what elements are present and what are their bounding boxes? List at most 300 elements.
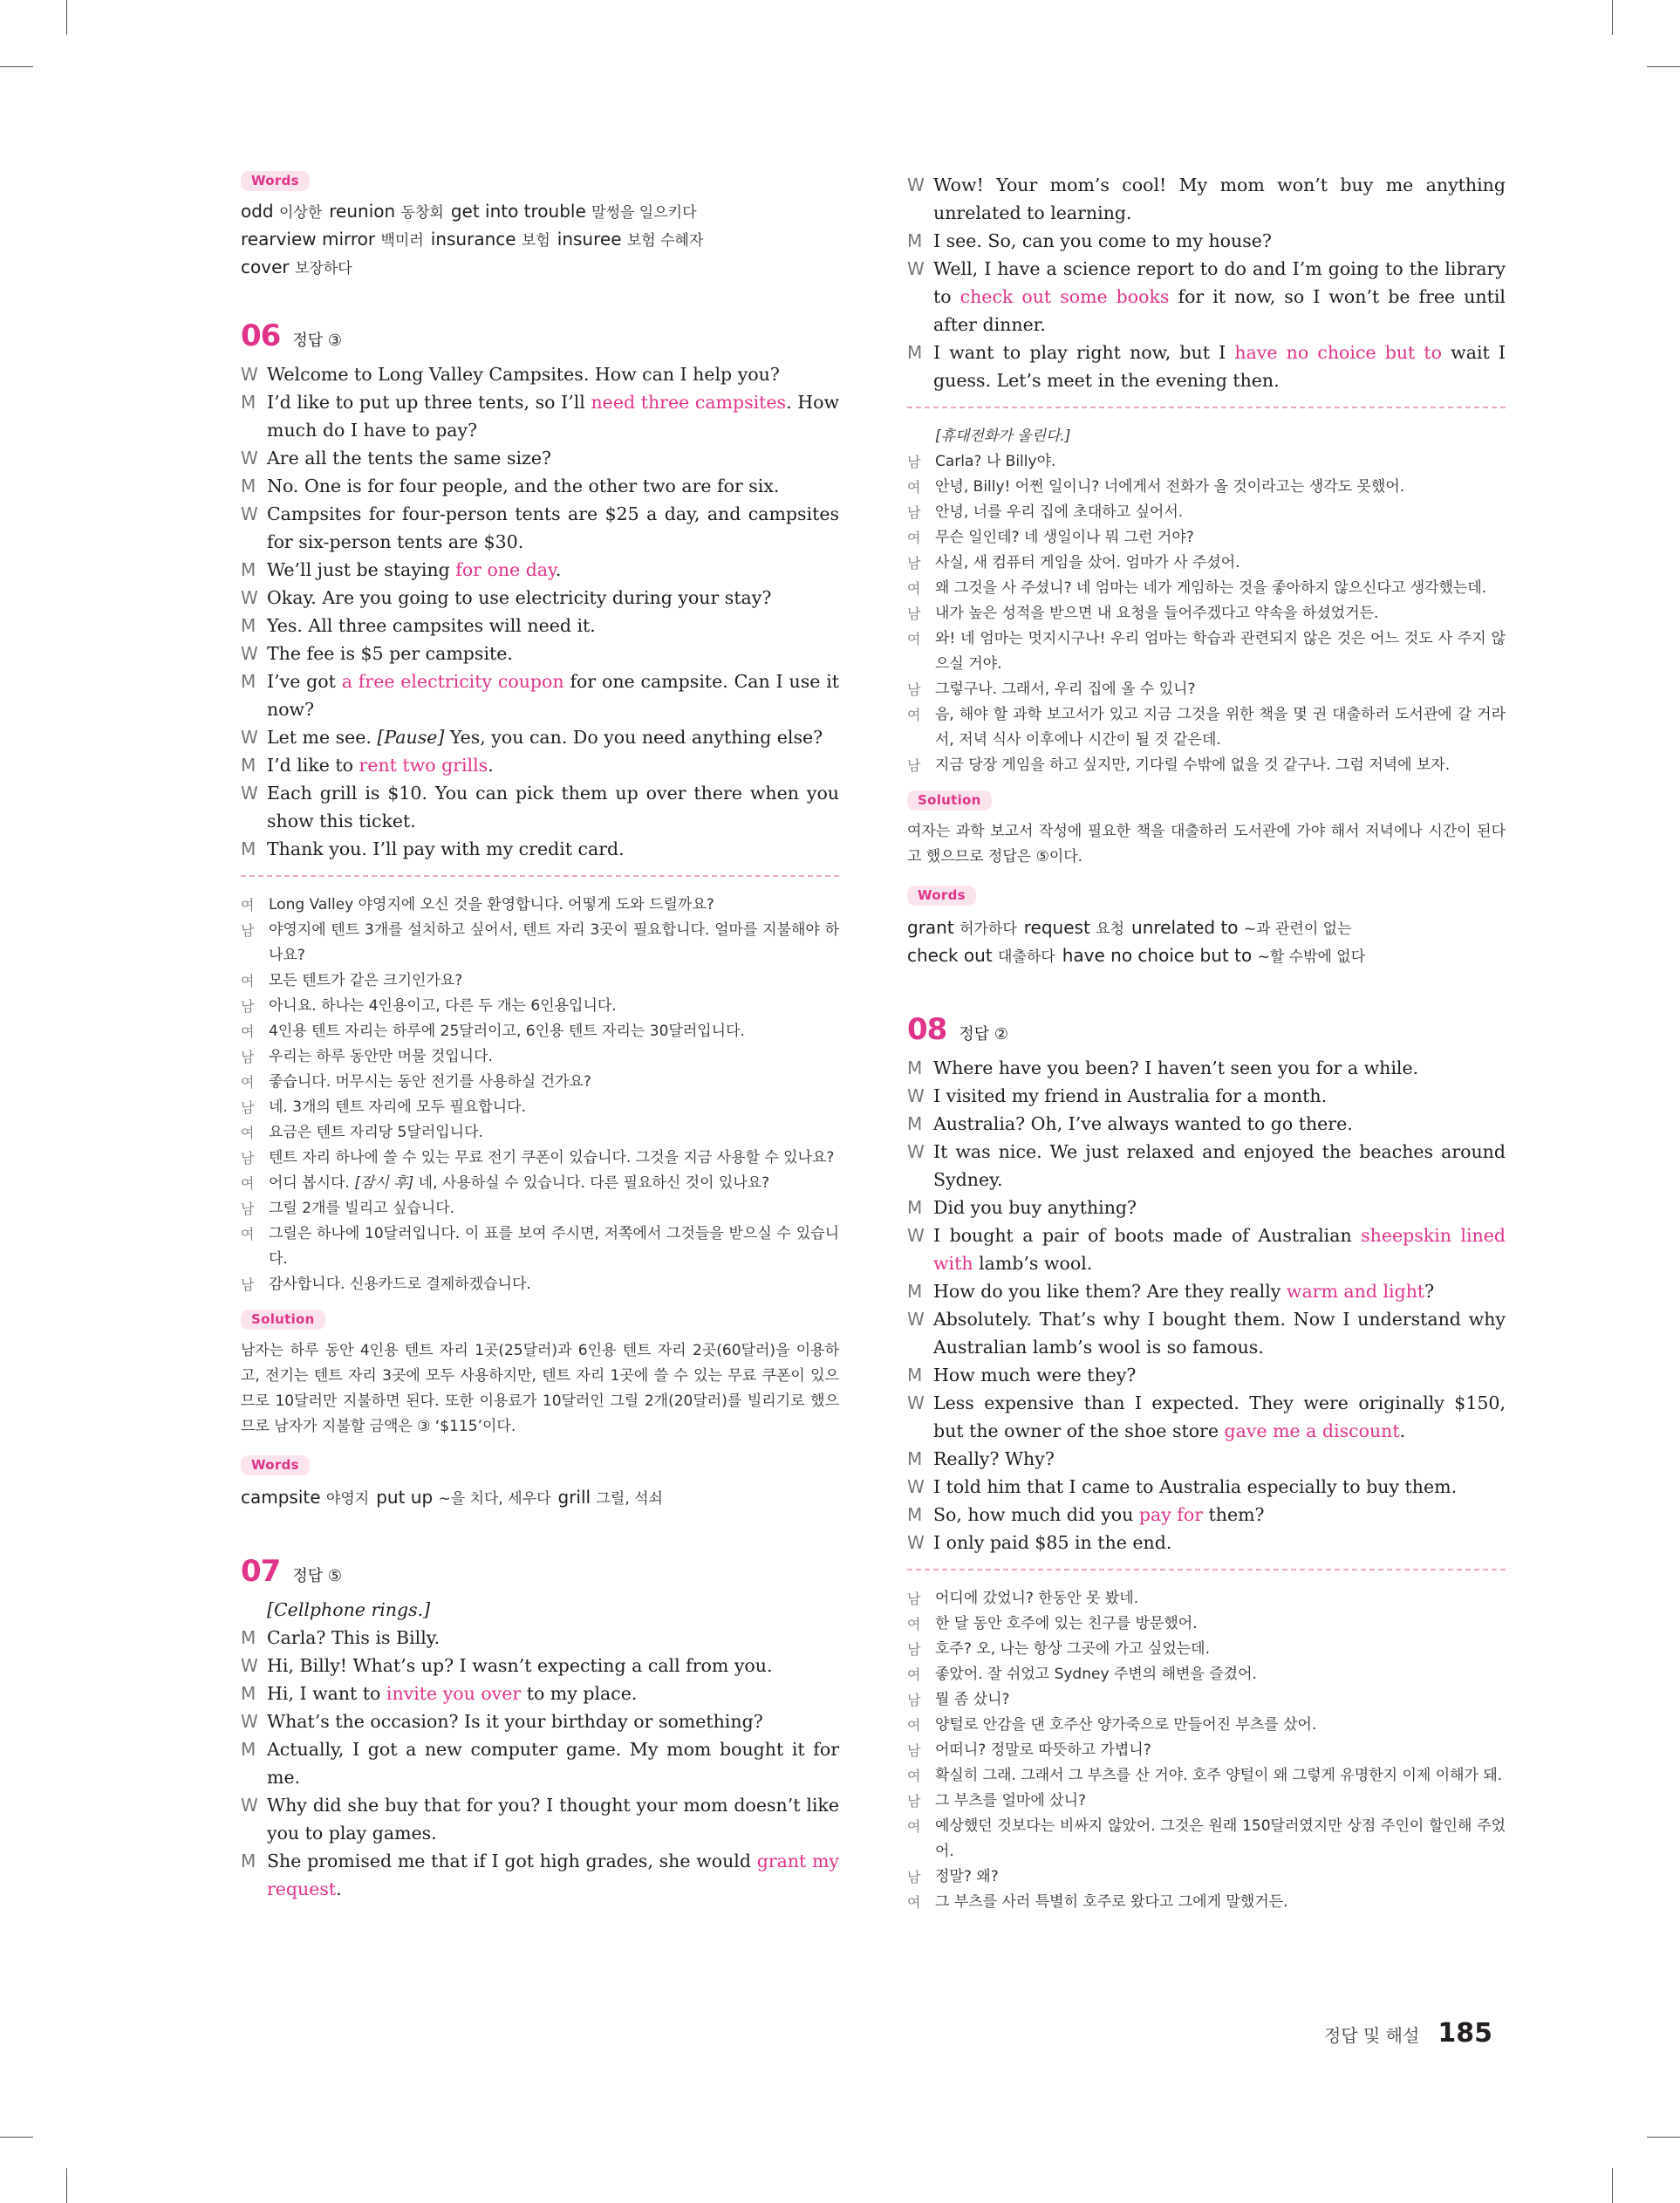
- crop-mark: [0, 66, 33, 67]
- line-text: [933, 255, 1506, 339]
- text-segment: Hi, Billy! What’s up? I wasn’t expecting a call from you.: [267, 1655, 773, 1676]
- text-segment: I visited my friend in Australia for a month.: [933, 1085, 1328, 1106]
- dialogue-line: [241, 1044, 839, 1070]
- speaker-label: 여: [241, 1074, 255, 1091]
- speaker-label: 여: [907, 1768, 921, 1784]
- dialogue-06: [241, 360, 839, 863]
- dialogue-line: [241, 1196, 839, 1221]
- vocab-term: campsite: [241, 1487, 326, 1508]
- speaker-label: 여: [907, 1717, 921, 1734]
- line-text: [267, 472, 839, 500]
- speaker-label: M: [907, 342, 923, 363]
- line-text: [935, 1738, 1506, 1763]
- vocab-meaning: 보험 수혜자: [626, 232, 704, 250]
- text-segment: 한 달 동안 호주에 있는 친구를 방문했어.: [935, 1615, 1198, 1632]
- page-footer: [1324, 2018, 1492, 2049]
- words-badge: Words: [907, 886, 976, 906]
- speaker-label: 남: [241, 922, 255, 939]
- text-segment: 무슨 일인데? 네 생일이나 뭐 그런 거야?: [935, 529, 1194, 546]
- speaker-label: [241, 1596, 267, 1624]
- line-text: [933, 1361, 1506, 1389]
- text-segment: I told him that I came to Australia especially to buy them.: [933, 1476, 1458, 1497]
- text-segment: I only paid $85 in the end.: [933, 1532, 1172, 1553]
- stage-direction: [Pause]: [377, 727, 445, 748]
- speaker-label: 남: [907, 1591, 921, 1607]
- solution-text-07: 여자는 과학 보고서 작성에 필요한 책을 대출하러 도서관에 가야 해서 저녁에나 시간이 된다고 했으므로 정답은 ⑤이다.: [907, 823, 1506, 865]
- dialogue-line: [241, 1680, 839, 1707]
- dashed-divider: [907, 1569, 1506, 1570]
- highlighted-phrase: a free electricity coupon: [341, 671, 564, 692]
- speaker-label: M: [907, 1504, 923, 1525]
- line-text: [935, 500, 1506, 525]
- line-text: [933, 1110, 1506, 1138]
- highlighted-phrase: invite you over: [386, 1683, 522, 1704]
- dialogue-line: [241, 612, 839, 640]
- line-text: [267, 1791, 839, 1847]
- text-segment: Did you buy anything?: [933, 1197, 1137, 1218]
- vocab-term: unrelated to: [1131, 917, 1244, 938]
- dialogue-line: [241, 723, 839, 751]
- question-header-06: [241, 318, 839, 353]
- text-segment: 와! 네 엄마는 멋지시구나! 우리 엄마는 학습과 관련되지 않은 것은 어느 것도 사 주지 않으실 거야.: [935, 630, 1506, 673]
- speaker-label: 여: [241, 1023, 255, 1040]
- text-segment: .: [555, 559, 562, 580]
- text-segment: Welcome to Long Valley Campsites. How can I help you?: [267, 364, 780, 385]
- dialogue-line: [241, 584, 839, 612]
- text-segment: Wow! Your mom’s cool! My mom won’t buy me anything unrelated to learning.: [933, 174, 1506, 223]
- vocab-list: [907, 914, 1506, 970]
- dialogue-line: [241, 779, 839, 835]
- line-text: [933, 1221, 1506, 1277]
- line-text: [267, 640, 839, 667]
- dialogue-line: [907, 1473, 1506, 1501]
- dialogue-line: [241, 1735, 839, 1791]
- highlighted-phrase: warm and light: [1286, 1281, 1425, 1302]
- line-text: [935, 677, 1506, 702]
- dialogue-line: [241, 1171, 839, 1196]
- line-text: [267, 835, 839, 863]
- line-text: [269, 1196, 839, 1221]
- speaker-label: W: [241, 1795, 258, 1816]
- text-segment: Why did she buy that for you? I thought your mom doesn’t like you to play games.: [267, 1795, 839, 1844]
- line-text: [935, 424, 1506, 449]
- line-text: [267, 667, 839, 723]
- line-text: [267, 751, 839, 779]
- text-segment: 그릴은 하나에 10달러입니다. 이 표를 보여 주시면, 저쪽에서 그것들을 받으실 수 있습니다.: [269, 1225, 839, 1268]
- line-text: [267, 723, 839, 751]
- speaker-label: 여: [907, 1894, 921, 1911]
- line-text: [935, 576, 1506, 601]
- dialogue-line: [907, 1586, 1506, 1611]
- text-segment: .: [1399, 1420, 1406, 1441]
- line-text: [935, 1611, 1506, 1637]
- words-badge: Words: [241, 171, 310, 191]
- dialogue-line: [907, 601, 1506, 626]
- speaker-label: W: [241, 1711, 258, 1732]
- text-segment: Each grill is $10. You can pick them up over there when you show this ticket.: [267, 783, 839, 831]
- line-text: [933, 1529, 1506, 1556]
- text-segment: 뭘 좀 샀니?: [935, 1691, 1010, 1708]
- line-text: [935, 1763, 1506, 1789]
- line-text: [933, 339, 1506, 394]
- highlighted-phrase: rent two grills: [359, 755, 488, 776]
- dialogue-line: [241, 1120, 839, 1146]
- speaker-label: 여: [907, 580, 921, 597]
- line-text: [267, 444, 839, 472]
- text-segment: 그 부츠를 사러 특별히 호주로 왔다고 그에게 말했거든.: [935, 1893, 1288, 1911]
- highlighted-phrase: need three campsites: [591, 392, 787, 413]
- text-segment: 아니요. 하나는 4인용이고, 다른 두 개는 6인용입니다.: [269, 997, 617, 1015]
- speaker-label: M: [241, 755, 256, 776]
- line-text: [933, 227, 1506, 255]
- text-segment: 모든 텐트가 같은 크기인가요?: [269, 972, 463, 989]
- line-text: [267, 1680, 839, 1707]
- dialogue-line: [241, 1019, 839, 1044]
- text-segment: 좋습니다. 머무시는 동안 전기를 사용하실 건가요?: [269, 1073, 591, 1091]
- line-text: [269, 1019, 839, 1044]
- dialogue-line: [241, 1272, 839, 1297]
- line-text: [269, 994, 839, 1019]
- crop-mark: [1647, 66, 1680, 67]
- line-text: [267, 612, 839, 640]
- dialogue-line: [907, 1789, 1506, 1814]
- line-text: [933, 1501, 1506, 1529]
- dialogue-line: [907, 1890, 1506, 1915]
- speaker-label: 남: [907, 681, 921, 698]
- dialogue-line: [907, 227, 1506, 255]
- dialogue-line: [907, 1864, 1506, 1890]
- speaker-label: 여: [907, 1616, 921, 1632]
- text-segment: .: [488, 755, 494, 776]
- dialogue-line: [907, 1611, 1506, 1637]
- speaker-label: 여: [907, 530, 921, 546]
- speaker-label: W: [241, 364, 258, 385]
- dashed-divider: [241, 875, 839, 877]
- vocab-term: odd: [241, 201, 279, 222]
- line-text: [935, 1864, 1506, 1890]
- text-segment: I want to play right now, but I: [933, 342, 1235, 363]
- translation-06: [241, 893, 839, 1297]
- vocab-term: get into trouble: [450, 201, 592, 222]
- vocab-term: request: [1023, 917, 1096, 938]
- line-text: [935, 601, 1506, 626]
- solution-text-06: 남자는 하루 동안 4인용 텐트 자리 1곳(25달러)과 6인용 텐트 자리 2곳(60달러)을 이용하고, 전기는 텐트 자리 3곳에 모두 사용하지만, 텐트 자리 1곳에 쓸 수 있는 무료 쿠폰이 있으므로 10달러만 지불하면 된다. 또한 이용료가 10달러인 그릴 2개(20달러)를 빌리기로 했으므로 남자가 지불할 금액은 ③ ‘$115’이다.: [241, 1342, 839, 1435]
- line-text: [267, 1707, 839, 1735]
- speaker-label: M: [241, 559, 256, 580]
- speaker-label: 남: [241, 1201, 255, 1217]
- text-segment: 예상했던 것보다는 비싸지 않았어. 그것은 원래 150달러였지만 상점 주인이 할인해 주었어.: [935, 1817, 1506, 1860]
- speaker-label: W: [241, 448, 258, 469]
- text-segment: .: [336, 1878, 342, 1899]
- translation-08: [907, 1586, 1506, 1915]
- answer-label: 정답 ②: [959, 1025, 1008, 1043]
- line-text: [269, 1272, 839, 1297]
- highlighted-phrase: gave me a discount: [1224, 1420, 1400, 1441]
- text-segment: I bought a pair of boots made of Australian: [933, 1225, 1362, 1246]
- text-segment: 어떠니? 정말로 따뜻하고 가볍니?: [935, 1741, 1151, 1759]
- text-segment: lamb’s wool.: [973, 1253, 1093, 1274]
- highlighted-phrase: sheepskin lined with: [933, 1225, 1506, 1274]
- dialogue-line: [241, 640, 839, 667]
- text-segment: So, how much did you: [933, 1504, 1139, 1525]
- vocab-meaning: 동창회: [400, 204, 444, 222]
- vocab-term: insurance: [430, 229, 522, 250]
- speaker-label: W: [907, 1532, 925, 1553]
- dialogue-line: [241, 994, 839, 1019]
- dialogue-line: [241, 835, 839, 863]
- vocab-meaning: ~을 치다, 세우다: [438, 1490, 551, 1508]
- vocab-meaning: 허가하다: [960, 920, 1017, 938]
- line-text: [935, 1814, 1506, 1864]
- speaker-label: M: [241, 1851, 256, 1871]
- line-text: [267, 1735, 839, 1791]
- answer-label: 정답 ⑤: [292, 1567, 342, 1585]
- dialogue-line: [907, 475, 1506, 500]
- speaker-label: W: [241, 783, 258, 804]
- text-segment: Campsites for four-person tents are $25 a day, and campsites for six-person tents are $30.: [267, 503, 839, 552]
- speaker-label: 남: [907, 454, 921, 470]
- dialogue-line: [907, 1445, 1506, 1473]
- speaker-label: W: [907, 1085, 925, 1106]
- stage-direction: [Cellphone rings.]: [267, 1599, 431, 1620]
- line-text: [935, 525, 1506, 551]
- line-text: [267, 779, 839, 835]
- dialogue-line: [907, 1662, 1506, 1687]
- line-text: [267, 556, 839, 584]
- dialogue-line: [907, 1713, 1506, 1738]
- line-text: [935, 1586, 1506, 1611]
- speaker-label: M: [241, 475, 256, 496]
- vocab-list: [241, 198, 839, 282]
- speaker-label: 남: [241, 998, 255, 1015]
- text-segment: for one campsite. Can I use it now?: [267, 671, 839, 720]
- dialogue-line: [241, 1624, 839, 1652]
- text-segment: ?: [1424, 1281, 1435, 1302]
- line-text: [933, 1389, 1506, 1445]
- text-segment: 왜 그것을 사 주셨니? 네 엄마는 네가 게임하는 것을 좋아하지 않으신다고 생각했는데.: [935, 579, 1487, 597]
- line-text: [269, 1070, 839, 1095]
- dialogue-line: [907, 1687, 1506, 1713]
- text-segment: 호주? 오, 나는 항상 그곳에 가고 싶었는데.: [935, 1640, 1211, 1658]
- speaker-label: 여: [907, 479, 921, 496]
- dialogue-line: [907, 1138, 1506, 1194]
- text-segment: What’s the occasion? Is it your birthday or something?: [267, 1711, 763, 1732]
- text-segment: 그 부츠를 얼마에 샀니?: [935, 1792, 1087, 1810]
- line-text: [935, 1789, 1506, 1814]
- line-text: [935, 475, 1506, 500]
- line-text: [935, 1662, 1506, 1687]
- dialogue-line: [907, 500, 1506, 525]
- solution-badge: Solution: [241, 1310, 325, 1330]
- line-text: [267, 1652, 839, 1680]
- question-number: 07: [241, 1554, 281, 1589]
- speaker-label: M: [907, 230, 923, 251]
- vocab-term: have no choice but to: [1062, 945, 1258, 966]
- line-text: [935, 1713, 1506, 1738]
- text-segment: Where have you been? I haven’t seen you for a while.: [933, 1057, 1419, 1078]
- speaker-label: 남: [907, 504, 921, 521]
- crop-mark: [1612, 2168, 1613, 2203]
- speaker-label: 남: [241, 1150, 255, 1166]
- dialogue-line: [907, 551, 1506, 576]
- text-segment: them?: [1203, 1504, 1265, 1525]
- highlighted-phrase: pay for: [1138, 1504, 1204, 1525]
- speaker-label: 남: [907, 1793, 921, 1810]
- dialogue-08: [907, 1054, 1506, 1556]
- dialogue-line: [241, 1791, 839, 1847]
- dialogue-line: [907, 1637, 1506, 1662]
- line-text: [267, 388, 839, 444]
- vocab-meaning: 보험: [521, 232, 550, 250]
- question-number: 06: [241, 318, 281, 353]
- dialogue-line: [241, 556, 839, 584]
- text-segment: 그렇구나. 그래서, 우리 집에 올 수 있니?: [935, 681, 1196, 698]
- line-text: [933, 1445, 1506, 1473]
- line-text: [269, 1221, 839, 1272]
- text-segment: Australia? Oh, I’ve always wanted to go there.: [933, 1113, 1353, 1134]
- dialogue-line: [907, 525, 1506, 551]
- answer-label: 정답 ③: [292, 332, 342, 350]
- text-segment: How much were they?: [933, 1365, 1137, 1385]
- text-segment: Okay. Are you going to use electricity during your stay?: [267, 587, 772, 608]
- right-column: [907, 171, 1506, 1915]
- speaker-label: 여: [241, 1175, 255, 1192]
- text-segment: 안녕, 너를 우리 집에 초대하고 싶어서.: [935, 503, 1184, 521]
- text-segment: Long Valley 야영지에 오신 것을 환영합니다. 어떻게 도와 드릴까요?: [269, 896, 714, 913]
- speaker-label: W: [907, 1225, 925, 1246]
- line-text: [933, 1138, 1506, 1194]
- vocab-term: insuree: [557, 229, 627, 250]
- text-segment: I see. So, can you come to my house?: [933, 230, 1272, 251]
- text-segment: The fee is $5 per campsite.: [267, 643, 513, 664]
- text-segment: Hi, I want to: [267, 1683, 386, 1704]
- text-segment: 안녕, Billy! 어쩐 일이니? 너에게서 전화가 올 것이라고는 생각도 못했어.: [935, 478, 1405, 496]
- text-segment: 네, 사용하실 수 있습니다. 다른 필요하신 것이 있나요?: [413, 1174, 770, 1192]
- vocab-meaning: ~할 수밖에 없다: [1257, 948, 1366, 966]
- dialogue-line: [907, 1501, 1506, 1529]
- vocab-meaning: 보장하다: [294, 260, 352, 277]
- text-segment: 사실, 새 컴퓨터 게임을 샀어. 엄마가 사 주셨어.: [935, 554, 1240, 571]
- text-segment: to my place.: [521, 1683, 638, 1704]
- vocab-meaning: 그릴, 석쇠: [596, 1490, 663, 1508]
- text-segment: 어디에 갔었니? 한동안 못 봤네.: [935, 1590, 1139, 1607]
- line-text: [269, 918, 839, 968]
- dialogue-line: [907, 171, 1506, 227]
- stage-direction: [휴대전화가 울린다.]: [935, 428, 1071, 445]
- dialogue-line: [907, 1221, 1506, 1277]
- text-segment: 지금 당장 게임을 하고 싶지만, 기다릴 수밖에 없을 것 같구나. 그럼 저녁에 보자.: [935, 756, 1451, 774]
- speaker-label: M: [241, 615, 256, 636]
- text-segment: 확실히 그래. 그래서 그 부츠를 산 거야. 호주 양털이 왜 그렇게 유명한지 이제 이해가 돼.: [935, 1767, 1503, 1784]
- line-text: [269, 1044, 839, 1070]
- dialogue-line: [241, 360, 839, 388]
- speaker-label: W: [241, 643, 258, 664]
- dialogue-line: [907, 1389, 1506, 1445]
- dialogue-line: [907, 1277, 1506, 1305]
- line-text: [267, 1847, 839, 1903]
- speaker-label: M: [241, 392, 256, 413]
- dialogue-line: [907, 1110, 1506, 1138]
- vocab-term: cover: [241, 257, 295, 277]
- left-column: [241, 171, 839, 1903]
- speaker-label: 여: [907, 707, 921, 723]
- speaker-label: W: [907, 258, 925, 279]
- speaker-label: W: [907, 1141, 925, 1162]
- text-segment: 어디 봅시다.: [269, 1174, 355, 1192]
- speaker-label: M: [241, 1739, 256, 1760]
- crop-mark: [66, 0, 67, 35]
- dialogue-line: [241, 388, 839, 444]
- dialogue-line: [907, 255, 1506, 339]
- solution-badge: Solution: [907, 790, 992, 811]
- text-segment: Well, I have a science report to do and I’m going to the library to: [933, 258, 1506, 307]
- text-segment: 감사합니다. 신용카드로 결제하겠습니다.: [269, 1276, 531, 1293]
- speaker-label: M: [241, 838, 256, 859]
- text-segment: 네. 3개의 텐트 자리에 모두 필요합니다.: [269, 1098, 526, 1116]
- speaker-label: 남: [907, 605, 921, 622]
- text-segment: 내가 높은 성적을 받으면 내 요청을 들어주겠다고 약속을 하셨었거든.: [935, 605, 1379, 622]
- speaker-label: 여: [907, 1666, 921, 1683]
- text-segment: 좋았어. 잘 쉬었고 Sydney 주변의 해변을 즐겼어.: [935, 1666, 1257, 1683]
- line-text: [933, 1305, 1506, 1361]
- speaker-label: M: [241, 671, 256, 692]
- speaker-label: W: [241, 727, 258, 748]
- crop-mark: [0, 2137, 33, 2138]
- dialogue-line: [241, 1095, 839, 1120]
- dialogue-line: [907, 753, 1506, 778]
- text-segment: Carla? 나 Billy야.: [935, 453, 1056, 470]
- speaker-label: 남: [907, 1641, 921, 1658]
- dialogue-line: [241, 1847, 839, 1903]
- text-segment: Yes, you can. Do you need anything else?: [444, 727, 823, 748]
- speaker-label: 남: [241, 1276, 255, 1293]
- speaker-label: M: [241, 1627, 256, 1648]
- dialogue-line: [907, 1814, 1506, 1864]
- text-segment: 정말? 왜?: [935, 1868, 999, 1885]
- speaker-label: W: [241, 1655, 258, 1676]
- line-text: [933, 1054, 1506, 1082]
- line-text: [267, 584, 839, 612]
- speaker-label: 남: [907, 1692, 921, 1708]
- dialogue-line: [907, 1054, 1506, 1082]
- vocab-meaning: 이상한: [278, 204, 323, 222]
- highlighted-phrase: check out some books: [960, 286, 1170, 307]
- dialogue-line: [241, 918, 839, 968]
- speaker-label: 남: [907, 757, 921, 774]
- line-text: [935, 449, 1506, 475]
- text-segment: 야영지에 텐트 3개를 설치하고 싶어서, 텐트 자리 3곳이 필요합니다. 얼마를 지불해야 하나요?: [269, 921, 839, 964]
- text-segment: Actually, I got a new computer game. My mom bought it for me.: [267, 1739, 839, 1788]
- vocab-meaning: 야영지: [325, 1490, 370, 1508]
- dialogue-line: [241, 472, 839, 500]
- text-segment: Less expensive than I expected. They were originally $150, but the owner of the shoe store: [933, 1392, 1506, 1441]
- line-text: [267, 1624, 839, 1652]
- vocab-term: grill: [557, 1487, 597, 1508]
- speaker-label: M: [907, 1448, 923, 1469]
- dialogue-line: [907, 339, 1506, 394]
- dialogue-line: [241, 893, 839, 918]
- speaker-label: W: [241, 587, 258, 608]
- text-segment: . How much do I have to pay?: [267, 392, 839, 441]
- vocab-meaning: 대출하다: [998, 948, 1055, 966]
- vocab-meaning: 백미러: [380, 232, 424, 250]
- dialogue-line: [907, 1305, 1506, 1361]
- dialogue-line: [907, 1529, 1506, 1556]
- dialogue-line: [907, 702, 1506, 753]
- vocab-line: [241, 198, 839, 226]
- page-number: 185: [1438, 2018, 1493, 2049]
- dialogue-line: [241, 1707, 839, 1735]
